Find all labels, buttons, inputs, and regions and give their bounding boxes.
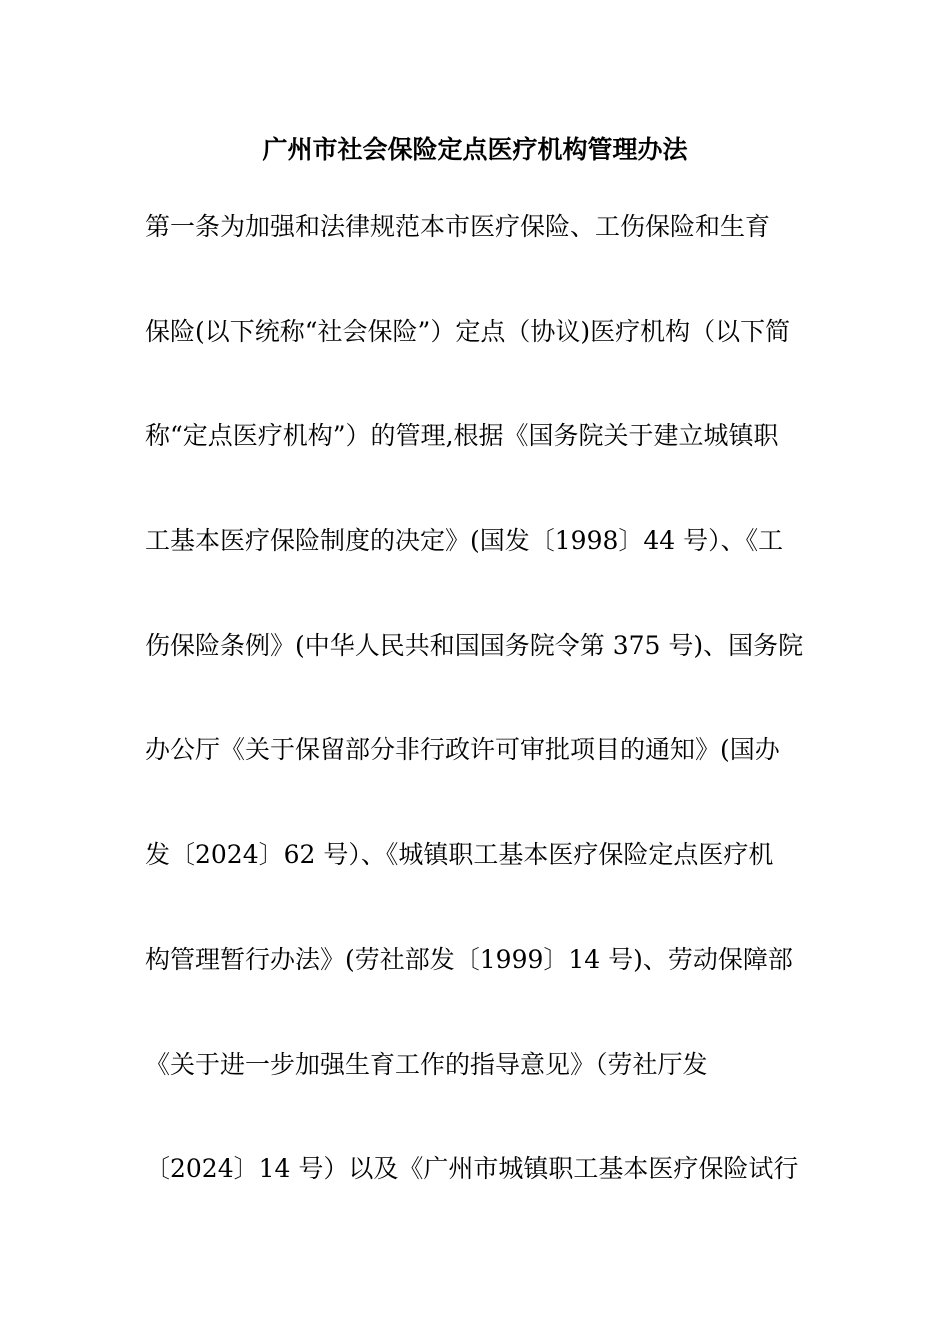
body-line-4: 工基本医疗保险制度的决定》(国发〔1998〕44 号）、《工 xyxy=(145,526,784,556)
body-line-9: 《关于进一步加强生育工作的指导意见》（劳社厅发 xyxy=(145,1049,708,1079)
body-line-10: 〔2024〕14 号）以及《广州市城镇职工基本医疗保险试行 xyxy=(145,1154,799,1184)
document-title: 广州市社会保险定点医疗机构管理办法 xyxy=(262,135,688,164)
body-line-6: 办公厅《关于保留部分非行政许可审批项目的通知》(国办 xyxy=(145,735,780,765)
body-line-1: 第一条为加强和法律规范本市医疗保险、工伤保险和生育 xyxy=(145,212,771,241)
body-line-8: 构管理暂行办法》(劳社部发〔1999〕14 号)、劳动保障部 xyxy=(145,944,793,974)
body-line-7: 发〔2024〕62 号）、《城镇职工基本医疗保险定点医疗机 xyxy=(145,840,774,870)
body-line-3: 称“定点医疗机构”）的管理,根据《国务院关于建立城镇职 xyxy=(145,421,779,451)
body-line-5: 伤保险条例》(中华人民共和国国务院令第 375 号)、国务院 xyxy=(145,630,804,660)
body-line-2: 保险(以下统称“社会保险”）定点（协议)医疗机构（以下简 xyxy=(145,316,791,346)
document-body xyxy=(145,210,825,1257)
